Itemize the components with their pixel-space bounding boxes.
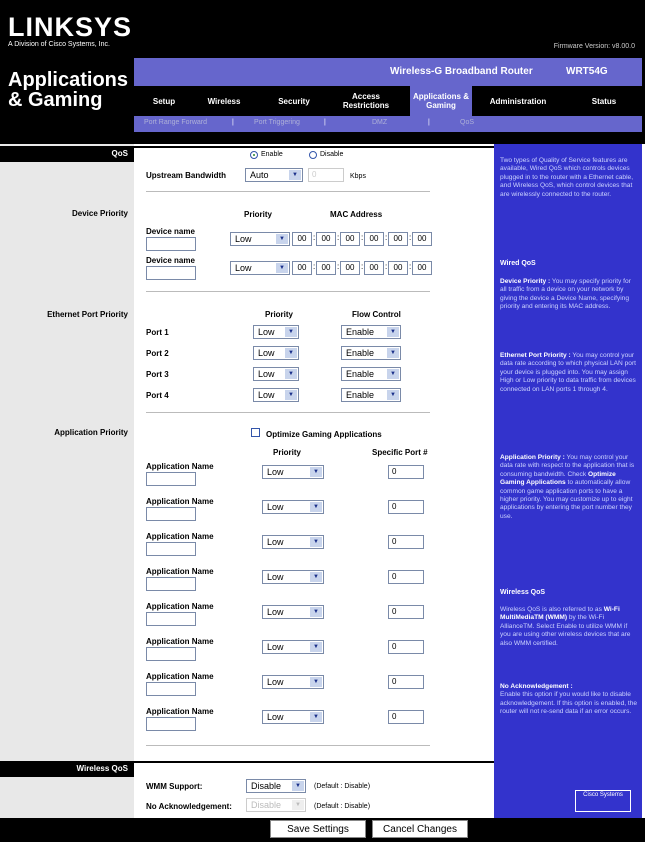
upstream-bandwidth-value: Auto [250,170,269,180]
application-name-input[interactable] [146,682,196,696]
subtab-dmz[interactable]: DMZ [372,119,388,126]
mac-octet-input[interactable]: 00 [412,261,432,275]
kbps-label: Kbps [350,173,366,180]
upstream-bandwidth-select[interactable] [245,168,303,182]
mac-octet-input[interactable]: 00 [388,261,408,275]
application-priority-value: Low [267,642,284,652]
port-flow-value: Enable [346,369,375,379]
port-label: Port 2 [146,349,169,358]
chevron-down-icon: ▼ [310,607,322,617]
tab-administration[interactable]: Administration [489,96,547,106]
port-priority-value: Low [258,348,275,358]
application-name-input[interactable] [146,507,196,521]
mac-octet-input[interactable]: 00 [316,261,336,275]
application-name-input[interactable] [146,647,196,661]
application-name-label: Application Name [146,567,214,576]
sub-tabs [134,116,642,132]
mac-colon: : [313,262,316,271]
optimize-gaming-label: Optimize Gaming Applications [266,430,382,439]
divider [146,191,430,192]
application-priority-select[interactable] [262,710,324,724]
chevron-down-icon: ▼ [387,348,399,358]
device-priority-value: Low [235,234,252,244]
chevron-down-icon: ▼ [276,263,288,273]
subtab-separator: | [324,119,326,126]
mac-octet-input[interactable]: 00 [292,232,312,246]
port-flow-control-select[interactable] [341,346,401,360]
application-priority-value: Low [267,712,284,722]
optimize-gaming-checkbox[interactable] [251,428,260,437]
wireless-top-line [134,761,494,763]
tab-access-restrictions[interactable]: Access Restrictions [342,92,390,110]
port-priority-select[interactable] [253,346,299,360]
application-name-label: Application Name [146,637,214,646]
port-flow-control-select[interactable] [341,388,401,402]
port-flow-control-select[interactable] [341,367,401,381]
no-ack-value: Disable [251,800,282,810]
mac-colon: : [313,233,316,242]
application-port-input[interactable]: 0 [388,640,424,654]
logo-subtitle: A Division of Cisco Systems, Inc. [8,41,110,48]
application-priority-value: Low [267,467,284,477]
save-settings-button[interactable]: Save Settings [270,820,366,838]
upstream-kbps-input[interactable]: 0 [308,168,344,182]
device-priority-col-header: Priority [244,210,273,219]
qos-enable-radio[interactable] [250,151,258,159]
chevron-down-icon: ▼ [292,781,304,791]
divider [146,291,430,292]
port-flow-value: Enable [346,390,375,400]
help-intro: Two types of Quality of Service features are available, Wired QoS which controls devices plugged in to the router with a Ethernet cable, and Wireless QoS, which control devices that are wirelessly connected to the router. [500,157,634,198]
divider [146,412,430,413]
application-priority-select[interactable] [262,675,324,689]
help-device-priority: Device Priority : You may specify priority for all traffic from a device on your network by giving the device a Device Name, specifying priority and entering its MAC address. [500,278,631,311]
linksys-logo: LINKSYS [8,12,133,42]
help-wireless-qos: Wireless QoS is also referred to as Wi-Fi MultiMediaTM (WMM) by the Wi-Fi AllianceTM. Select Enable to utilize WMM if you are using other wireless devices that are also WMM certified. [500,606,631,647]
mac-octet-input[interactable]: 00 [292,261,312,275]
application-name-label: Application Name [146,672,214,681]
router-name: Wireless-G Broadband Router [390,66,533,77]
application-name-label: Application Name [146,707,214,716]
chevron-down-icon: ▼ [285,369,297,379]
wmm-support-value: Disable [251,781,282,791]
application-port-input[interactable]: 0 [388,675,424,689]
section-qos: QoS [0,146,134,162]
chevron-down-icon: ▼ [310,677,322,687]
application-name-label: Application Name [146,602,214,611]
router-model: WRT54G [566,66,608,77]
port-flow-value: Enable [346,348,375,358]
mac-octet-input[interactable]: 00 [340,232,360,246]
left-column [0,144,134,842]
device-name-input[interactable] [146,237,196,251]
device-name-label: Device name [146,256,195,265]
no-ack-select[interactable] [246,798,306,812]
help-no-acknowledgement: No Acknowledgement : Enable this option if you would like to disable acknowledgement. If this option is enabled, the router will not re-send data if an error occurs. [500,683,638,716]
port-label: Port 4 [146,391,169,400]
chevron-down-icon: ▼ [289,170,301,180]
application-priority-value: Low [267,502,284,512]
subtab-port-range-forward[interactable]: Port Range Forward [144,119,208,126]
app-port-col-header: Specific Port # [372,448,428,457]
chevron-down-icon: ▼ [387,390,399,400]
chevron-down-icon: ▼ [276,234,288,244]
chevron-down-icon: ▼ [285,348,297,358]
application-priority-select[interactable] [262,535,324,549]
application-name-input[interactable] [146,577,196,591]
label-device-priority: Device Priority [71,209,128,218]
chevron-down-icon: ▼ [310,467,322,477]
mac-colon: : [361,262,364,271]
port-flow-control-select[interactable] [341,325,401,339]
mac-octet-input[interactable]: 00 [340,261,360,275]
ethernet-flow-col-header: Flow Control [352,310,401,319]
port-label: Port 3 [146,370,169,379]
mac-octet-input[interactable]: 00 [388,232,408,246]
divider [146,745,430,746]
application-port-input[interactable]: 0 [388,605,424,619]
port-priority-value: Low [258,390,275,400]
mac-colon: : [385,233,388,242]
device-priority-select[interactable] [230,261,290,275]
chevron-down-icon: ▼ [310,572,322,582]
chevron-down-icon: ▼ [387,369,399,379]
chevron-down-icon: ▼ [310,642,322,652]
application-port-input[interactable]: 0 [388,710,424,724]
application-port-input[interactable]: 0 [388,570,424,584]
mac-colon: : [361,233,364,242]
mac-octet-input[interactable]: 00 [364,232,384,246]
label-application-priority: Application Priority [54,428,128,437]
mac-octet-input[interactable]: 00 [316,232,336,246]
device-priority-value: Low [235,263,252,273]
device-name-label: Device name [146,227,195,236]
qos-disable-radio[interactable] [309,151,317,159]
firmware-version: Firmware Version: v8.00.0 [553,43,635,50]
application-priority-value: Low [267,677,284,687]
application-name-label: Application Name [146,497,214,506]
wmm-support-select[interactable] [246,779,306,793]
tab-setup[interactable]: Setup [152,96,176,106]
qos-enable-label: Enable [261,151,283,158]
chevron-down-icon: ▼ [310,502,322,512]
device-priority-select[interactable] [230,232,290,246]
cancel-changes-button[interactable]: Cancel Changes [372,820,468,838]
port-priority-select[interactable] [253,367,299,381]
application-name-input[interactable] [146,472,196,486]
help-wireless-qos-heading: Wireless QoS [500,589,546,596]
mac-octet-input[interactable]: 00 [412,232,432,246]
no-ack-label: No Acknowledgement: [146,802,232,811]
chevron-down-icon: ▼ [292,800,304,810]
application-name-input[interactable] [146,612,196,626]
application-priority-select[interactable] [262,500,324,514]
chevron-down-icon: ▼ [310,537,322,547]
port-priority-value: Low [258,369,275,379]
application-priority-value: Low [267,572,284,582]
application-priority-select[interactable] [262,570,324,584]
chevron-down-icon: ▼ [387,327,399,337]
application-name-label: Application Name [146,462,214,471]
subtab-separator: | [428,119,430,126]
port-priority-value: Low [258,327,275,337]
subtab-qos[interactable]: QoS [460,119,475,126]
chevron-down-icon: ▼ [285,327,297,337]
section-wireless-qos: Wireless QoS [0,761,134,777]
qos-disable-label: Disable [320,151,344,158]
application-port-input[interactable]: 0 [388,535,424,549]
tab-status[interactable]: Status [591,96,617,106]
app-priority-col-header: Priority [273,448,302,457]
device-name-input[interactable] [146,266,196,280]
mac-colon: : [337,233,340,242]
label-ethernet-port-priority: Ethernet Port Priority [47,310,128,319]
application-priority-select[interactable] [262,465,324,479]
tab-wireless[interactable]: Wireless [207,96,241,106]
application-name-label: Application Name [146,532,214,541]
help-application-priority: Application Priority : You may control your data rate with respect to the application that is consuming bandwidth. Check Optimize Gaming Applications to automatically allow common game application ports to have a higher priority. You may customize up to eight applications by entering the port number they use. [500,454,635,520]
help-ethernet-port-priority: Ethernet Port Priority : You may control your data rate according to which physical LAN port your device is plugged into. You may assign High or Low priority to data traffic from devices connected on LAN ports 1 through 4. [500,352,636,393]
application-priority-value: Low [267,537,284,547]
tab-security[interactable]: Security [278,96,310,106]
application-priority-select[interactable] [262,605,324,619]
mac-colon: : [337,262,340,271]
ethernet-priority-col-header: Priority [265,310,294,319]
upstream-bandwidth-label: Upstream Bandwidth [146,171,227,180]
port-label: Port 1 [146,328,169,337]
qos-top-line [134,146,494,148]
chevron-down-icon: ▼ [285,390,297,400]
application-name-input[interactable] [146,542,196,556]
help-wired-qos-heading: Wired QoS [500,260,536,267]
port-priority-select[interactable] [253,388,299,402]
application-port-input[interactable]: 0 [388,500,424,514]
port-flow-value: Enable [346,327,375,337]
application-port-input[interactable]: 0 [388,465,424,479]
mac-colon: : [385,262,388,271]
port-priority-select[interactable] [253,325,299,339]
application-name-input[interactable] [146,717,196,731]
subtab-separator: | [232,119,234,126]
mac-colon: : [409,262,412,271]
mac-octet-input[interactable]: 00 [364,261,384,275]
no-ack-default-text: (Default : Disable) [314,803,371,810]
subtab-port-triggering[interactable]: Port Triggering [254,119,300,126]
chevron-down-icon: ▼ [310,712,322,722]
main-tabs [134,86,642,116]
page-title: Applications & Gaming [8,69,129,111]
application-priority-value: Low [267,607,284,617]
device-mac-col-header: MAC Address [330,210,383,219]
mac-colon: : [409,233,412,242]
application-priority-select[interactable] [262,640,324,654]
tab-applications-gaming[interactable]: Applications & Gaming [410,86,472,116]
wmm-support-label: WMM Support: [146,782,203,791]
cisco-systems-logo: Cisco Systems [575,790,631,812]
wmm-default-text: (Default : Disable) [314,783,371,790]
